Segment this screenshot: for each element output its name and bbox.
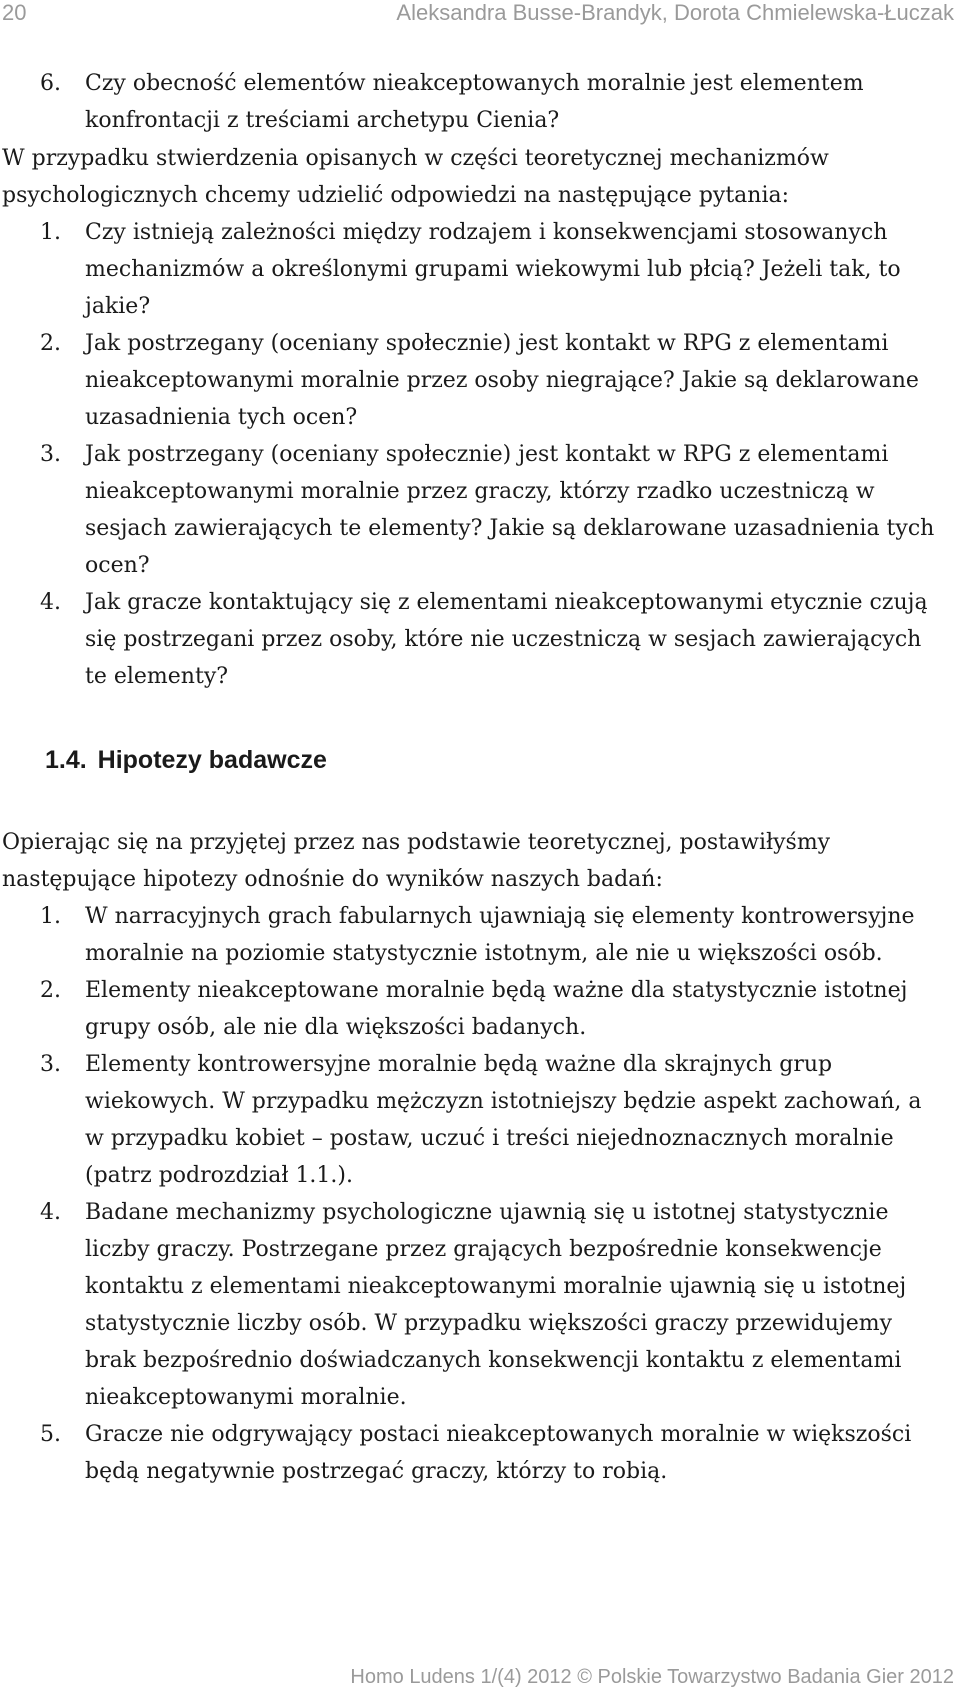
intro-paragraph: W przypadku stwierdzenia opisanych w części teoretycznej mechanizmów psychologicznych chcemy udzielić odpowiedzi na następujące pytania: — [2, 146, 829, 208]
list-item — [40, 898, 945, 972]
list-item-number: 3. — [40, 442, 61, 467]
list-item-text: Czy obecność elementów nieakceptowanych moralnie jest elementem konfrontacji z treściami archetypu Cienia? — [85, 71, 864, 133]
question-list-continued — [40, 65, 940, 139]
list-item — [40, 214, 945, 325]
list-item — [40, 972, 945, 1046]
section-heading — [45, 744, 327, 776]
list-item-text: Elementy kontrowersyjne moralnie będą ważne dla skrajnych grup wiekowych. W przypadku mężczyzn istotniejszy będzie aspekt zachowań, a w przypadku kobiet – postaw, uczuć i treści niejednoznacznych moralnie (patrz podrozdział 1.1.). — [85, 1052, 922, 1188]
list-item-number: 6. — [40, 71, 61, 96]
list-item — [40, 325, 945, 436]
list-item — [40, 584, 945, 695]
list-item-number: 2. — [40, 331, 61, 356]
list-item-number: 1. — [40, 220, 61, 245]
section-title: Hipotezy badawcze — [97, 746, 327, 774]
list-item-text: Elementy nieakceptowane moralnie będą ważne dla statystycznie istotnej grupy osób, ale nie dla większości badanych. — [85, 978, 908, 1040]
list-item — [40, 436, 945, 584]
page-number: 20 — [2, 0, 27, 25]
list-item-number: 4. — [40, 1200, 61, 1225]
page-footer: Homo Ludens 1/(4) 2012 © Polskie Towarzystwo Badania Gier 2012 — [350, 1666, 954, 1688]
running-head — [0, 0, 960, 30]
running-head-authors: Aleksandra Busse-Brandyk, Dorota Chmielewska-Łuczak — [396, 0, 954, 25]
list-item-text: Badane mechanizmy psychologiczne ujawnią się u istotnej statystycznie liczby graczy. Postrzegane przez grających bezpośrednie konsekwencje kontaktu z elementami nieakceptowanymi moralnie ujawnią się u istotnej statystycznie liczby osób. W przypadku większości graczy przewidujemy brak bezpośrednio doświadczanych konsekwencji kontaktu z elementami nieakceptowanymi moralnie. — [85, 1200, 907, 1410]
list-item — [40, 65, 940, 139]
list-item-text: Czy istnieją zależności między rodzajem i konsekwencjami stosowanych mechanizmów a określonymi grupami wiekowymi lub płcią? Jeżeli tak, to jakie? — [85, 220, 901, 319]
list-item-number: 2. — [40, 978, 61, 1003]
list-item-text: Jak gracze kontaktujący się z elementami nieakceptowanymi etycznie czują się postrzegani przez osoby, które nie uczestniczą w sesjach zawierających te elementy? — [85, 590, 928, 689]
list-item-text: W narracyjnych grach fabularnych ujawniają się elementy kontrowersyjne moralnie na poziomie statystycznie istotnym, ale nie u większości osób. — [85, 904, 915, 966]
list-item-text: Gracze nie odgrywający postaci nieakceptowanych moralnie w większości będą negatywnie postrzegać graczy, którzy to robią. — [85, 1422, 912, 1484]
section-number: 1.4. — [45, 746, 87, 774]
list-item-number: 3. — [40, 1052, 61, 1077]
hypotheses-list — [40, 898, 945, 1490]
list-item — [40, 1194, 945, 1416]
list-item-number: 4. — [40, 590, 61, 615]
hypotheses-intro: Opierając się na przyjętej przez nas podstawie teoretycznej, postawiłyśmy następujące hipotezy odnośnie do wyników naszych badań: — [2, 830, 831, 892]
list-item-number: 1. — [40, 904, 61, 929]
list-item-text: Jak postrzegany (oceniany społecznie) jest kontakt w RPG z elementami nieakceptowanymi moralnie przez osoby niegrające? Jakie są deklarowane uzasadnienia tych ocen? — [85, 331, 919, 430]
list-item-text: Jak postrzegany (oceniany społecznie) jest kontakt w RPG z elementami nieakceptowanymi moralnie przez graczy, którzy rzadko uczestniczą w sesjach zawierających te elementy? Jakie są deklarowane uzasadnienia tych ocen? — [85, 442, 935, 578]
mechanism-question-list — [40, 214, 945, 695]
list-item-number: 5. — [40, 1422, 61, 1447]
list-item — [40, 1416, 945, 1490]
list-item — [40, 1046, 945, 1194]
